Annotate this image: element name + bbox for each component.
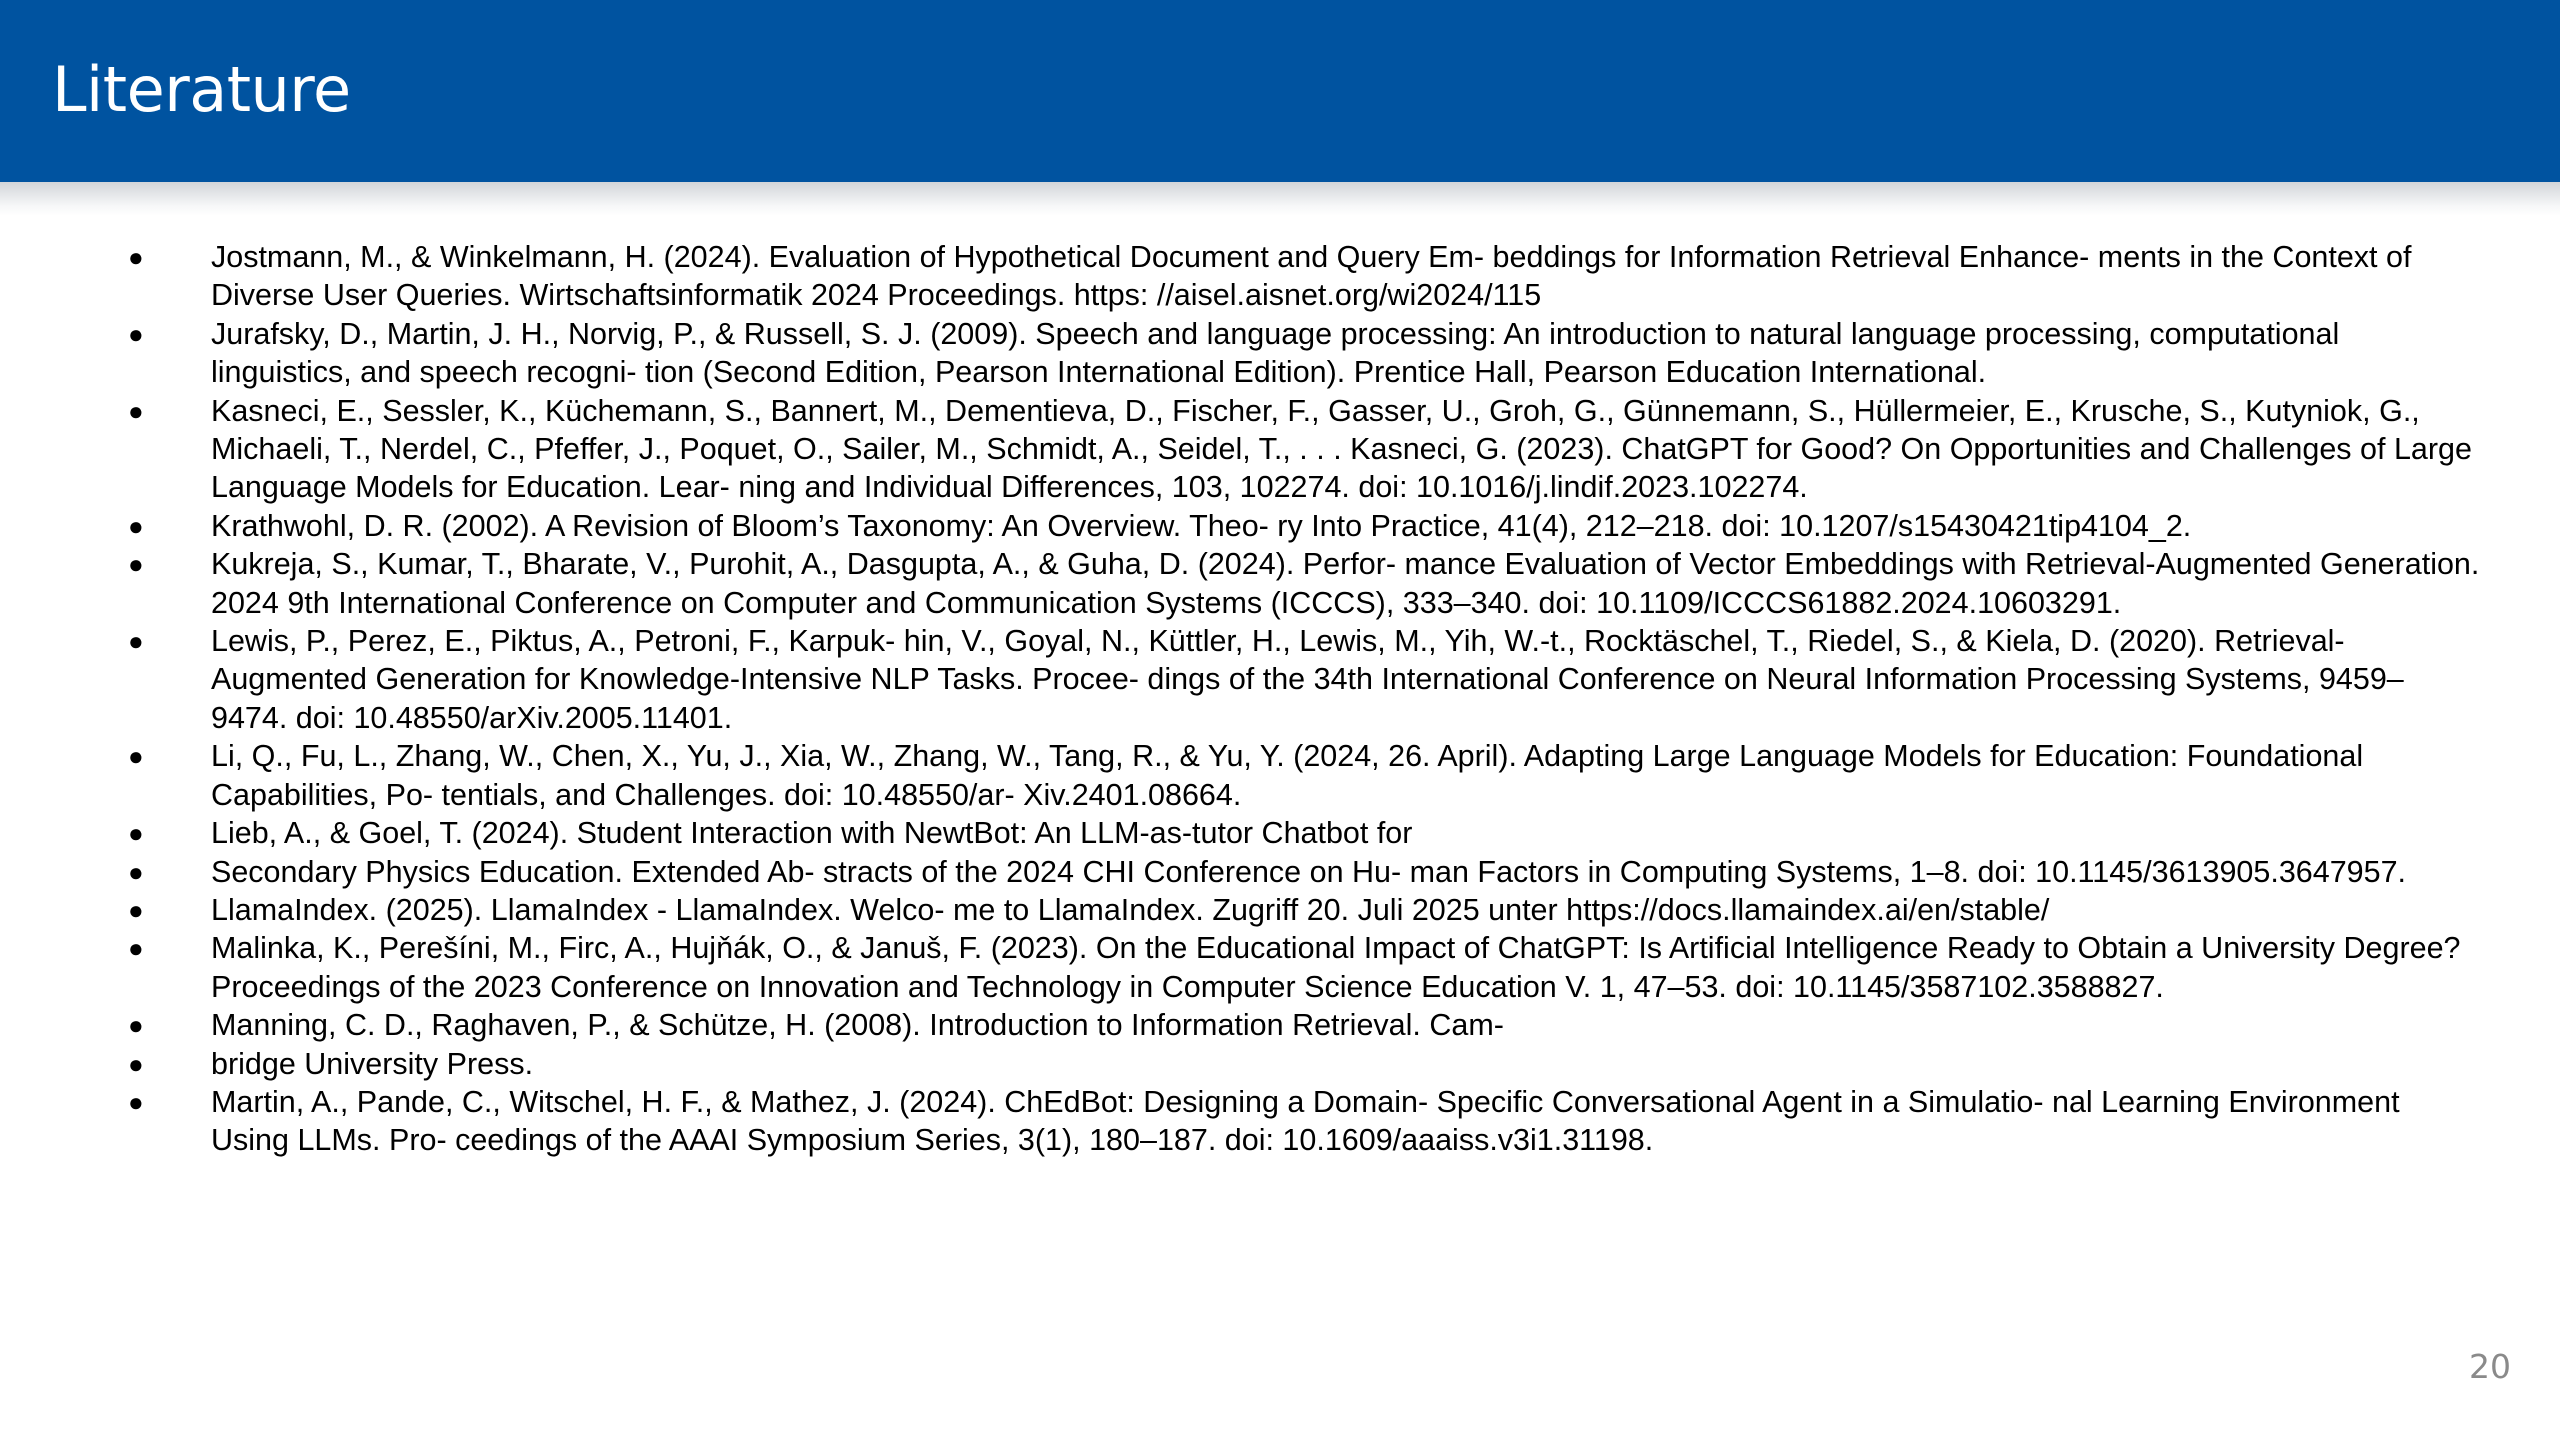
reference-item [0, 238, 2480, 315]
page-number: 20 [2469, 1347, 2511, 1386]
bullet-icon: ● [128, 318, 144, 349]
reference-item [0, 392, 2480, 507]
bullet-icon: ● [128, 549, 144, 580]
bullet-icon: ● [128, 741, 144, 772]
slide-title: Literature [52, 53, 351, 126]
title-bar [0, 0, 2560, 183]
reference-text: Secondary Physics Education. Extended Ab- stracts of the 2024 CHI Conference on Hu- man Factors in Computing Systems, 1–8. doi: 10.1145/3613905.3647957. [211, 854, 2407, 889]
reference-item [0, 622, 2480, 737]
bullet-icon: ● [128, 1010, 144, 1041]
reference-item [0, 1045, 2480, 1083]
reference-text: Jurafsky, D., Martin, J. H., Norvig, P., & Russell, S. J. (2009). Speech and language processing: An introduction to natural language processing, computational linguistics, and speech recogni- tion (Second Edition, Pearson International Edition). Prentice Hall, Pearson Education International. [211, 316, 2340, 390]
bullet-icon: ● [128, 894, 144, 925]
reference-text: LlamaIndex. (2025). LlamaIndex - LlamaIndex. Welco- me to LlamaIndex. Zugriff 20. Juli 2025 unter https://docs.llamaindex.ai/en/stable/ [211, 892, 2050, 927]
reference-text: Kukreja, S., Kumar, T., Bharate, V., Purohit, A., Dasgupta, A., & Guha, D. (2024). Perfor- mance Evaluation of Vector Embeddings with Retrieval-Augmented Generation. 2024 9th International Conference on Computer and Communication Systems (ICCCS), 333–340. doi: 10.1109/ICCCS61882.2024.10603291. [211, 547, 2480, 620]
bullet-icon: ● [128, 856, 144, 887]
bullet-icon: ● [128, 395, 144, 426]
bullet-icon: ● [128, 1086, 144, 1117]
reference-text: Malinka, K., Perešíni, M., Firc, A., Hujňák, O., & Januš, F. (2023). On the Educational Impact of ChatGPT: Is Artificial Intelligence Ready to Obtain a University Degree? Proceedings of the 2023 Conference on Innovation and Technology in Computer Science Education V. 1, 47–53. doi: 10.1145/3587102.3588827. [211, 931, 2461, 1004]
bullet-icon: ● [128, 818, 144, 849]
bullet-icon: ● [128, 510, 144, 541]
reference-item [0, 814, 2480, 852]
bullet-icon: ● [128, 933, 144, 964]
reference-text: Lewis, P., Perez, E., Piktus, A., Petroni, F., Karpuk- hin, V., Goyal, N., Küttler, H., Lewis, M., Yih, W.-t., Rocktäschel, T., Riedel, S., & Kiela, D. (2020). Retrieval-Augmented Generation for Knowledge-Intensive NLP Tasks. Procee- dings of the 34th International Conference on Neural Information Processing Systems, 9459– 9474. doi: 10.48550/arXiv.2005.11401. [211, 624, 2404, 735]
reference-text: Kasneci, E., Sessler, K., Küchemann, S., Bannert, M., Dementieva, D., Fischer, F., Gasser, U., Groh, G., Günnemann, S., Hüllermeier, E., Krusche, S., Kutyniok, G., Michaeli, T., Nerdel, C., Pfeffer, J., Poquet, O., Sailer, M., Schmidt, A., Seidel, T., . . . Kasneci, G. (2023). ChatGPT for Good? On Opportunities and Challenges of Large Language Models for Education. Lear- ning and Individual Differences, 103, 102274. doi: 10.1016/j.lindif.2023.102274. [211, 393, 2472, 505]
reference-item [0, 507, 2480, 545]
reference-item [0, 315, 2480, 392]
reference-text: bridge University Press. [211, 1046, 534, 1081]
reference-item [0, 929, 2480, 1006]
reference-text: Li, Q., Fu, L., Zhang, W., Chen, X., Yu, J., Xia, W., Zhang, W., Tang, R., & Yu, Y. (2024, 26. April). Adapting Large Language Models for Education: Foundational Capabilities, Po- tentials, and Challenges. doi: 10.48550/ar- Xiv.2401.08664. [211, 739, 2364, 812]
reference-text: Manning, C. D., Raghaven, P., & Schütze, H. (2008). Introduction to Information Retrieval. Cam- [211, 1008, 1504, 1043]
reference-text: Martin, A., Pande, C., Witschel, H. F., & Mathez, J. (2024). ChEdBot: Designing a Domain- Specific Conversational Agent in a Simulatio- nal Learning Environment Using LLMs. Pro- ceedings of the AAAI Symposium Series, 3(1), 180–187. doi: 10.1609/aaaiss.v3i1.31198. [211, 1084, 2400, 1158]
bullet-icon: ● [128, 242, 144, 272]
reference-item [0, 891, 2480, 929]
reference-text: Krathwohl, D. R. (2002). A Revision of Bloom’s Taxonomy: An Overview. Theo- ry Into Practice, 41(4), 212–218. doi: 10.1207/s15430421tip4104_2. [211, 508, 2192, 543]
reference-item [0, 737, 2480, 814]
reference-list [0, 238, 2480, 1160]
bullet-icon: ● [128, 1048, 144, 1079]
reference-item [0, 853, 2480, 891]
reference-text: Lieb, A., & Goel, T. (2024). Student Interaction with NewtBot: An LLM-as-tutor Chatbot for [211, 816, 1413, 851]
reference-item [0, 1083, 2480, 1160]
reference-text: Jostmann, M., & Winkelmann, H. (2024). Evaluation of Hypothetical Document and Query Em- beddings for Information Retrieval Enhance- ments in the Context of Diverse User Queries. Wirtschaftsinformatik 2024 Proceedings. https: //aisel.aisnet.org/wi2024/115 [211, 240, 2412, 313]
bullet-icon: ● [128, 626, 144, 657]
reference-item [0, 1006, 2480, 1044]
title-bar-shadow [0, 182, 2560, 216]
reference-item [0, 545, 2480, 622]
